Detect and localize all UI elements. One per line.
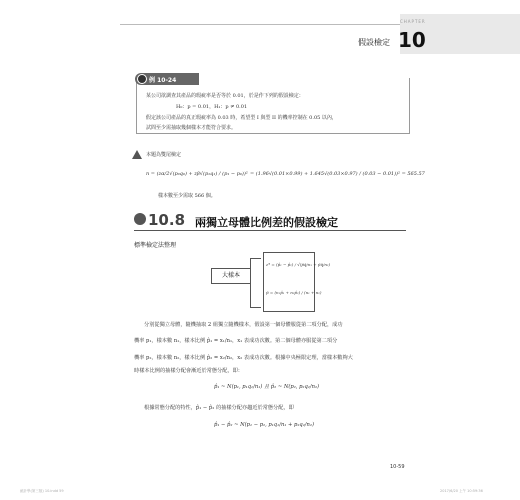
formula-box — [263, 252, 315, 312]
section-number: 10.8 — [148, 211, 186, 229]
pbar-formula: p̄ = (n₁p̂₁ + n₂p̂₂) / (n₁ + n₂) — [266, 290, 322, 295]
body-line: 分別從獨立母體，隨機抽取 2 組獨立隨機樣本，假設第一個母體服從第二項分配，成功 — [144, 322, 343, 328]
solution-icon — [132, 150, 142, 159]
footer-right: 2017/6/20 上午 10:59:36 — [440, 489, 483, 493]
chapter-title: 假設檢定 — [358, 38, 390, 47]
property-line: 根據常態分配的特性，p̂₁ − p̂₂ 的抽樣分配亦趨近於常態分配，即 — [144, 405, 294, 411]
example-line: H₀：p = 0.01，H₁：p ≠ 0.01 — [176, 104, 248, 110]
chapter-number: 10 — [398, 28, 426, 52]
example-line: 假定該公司產品的真正瑕疵率為 0.03 時，希望型 I 與型 II 的機率控制在 0.05 以內， — [146, 115, 337, 121]
example-label: 例 10-24 — [149, 77, 177, 84]
header-rule — [120, 24, 400, 25]
body-line: 時樣本比例的抽樣分配會漸近於常態分配，即： — [134, 368, 243, 374]
z-formula: z* = (p̂₁ − p̂₂) / √(p̄q̄/n₁ + p̄q̄/n₂) — [266, 262, 331, 267]
section-rule — [134, 230, 406, 231]
solution-formula-right: = (1.96√(0.01×0.99) + 1.645√(0.03×0.97) / (0.03 − 0.01))² = 565.57 — [250, 171, 425, 177]
body-line: 機率 p₁，樣本數 n₁，樣本比例 p̂₁ = x₁/n₁，x₁ 表成功次數。第二個母體亦服從第二項分 — [134, 338, 338, 344]
subheading: 標準檢定法整理 — [134, 242, 177, 249]
large-sample-box: 大樣本 — [211, 268, 251, 284]
section-title: 兩獨立母體比例差的假設檢定 — [195, 216, 338, 229]
chapter-word: CHAPTER — [400, 19, 426, 24]
footer-left: 統計學(第三版) 10.indd 59 — [20, 489, 64, 493]
example-line: 試問至少需抽取幾個樣本才能符合要求。 — [146, 125, 237, 131]
body-line: 機率 p₂，樣本數 n₂，樣本比例 p̂₂ = x₂/n₂，x₂ 表成功次數。根據中央極限定理，當樣本數夠大 — [134, 355, 353, 361]
page-number: 10-59 — [390, 464, 405, 470]
final-distribution-line: p̂₁ − p̂₂ ~ N(p₁ − p₂, p₁q₁/n₁ + p₂q₂/n₂) — [214, 422, 315, 428]
bracket-connector — [250, 258, 261, 308]
solution-intro: 本題為雙尾檢定 — [146, 152, 182, 158]
distribution-line: p̂₁ ~ N(p₁, p₁q₁/n₁) 且 p̂₂ ~ N(p₂, p₂q₂/n₂) — [214, 384, 320, 390]
solution-formula-left: n = (zα/2√(p₀q₀) + zβ√(p₁q₁) / (p₁ − p₀))² — [146, 171, 248, 177]
example-line: 某公司欲調查其產品的瑕疵率是否等於 0.01，於是作下列的假設檢定： — [146, 93, 304, 99]
solution-conclusion: 樣本數至少需取 566 個。 — [158, 193, 216, 199]
section-badge-icon — [134, 213, 146, 225]
example-badge-icon — [137, 74, 147, 84]
